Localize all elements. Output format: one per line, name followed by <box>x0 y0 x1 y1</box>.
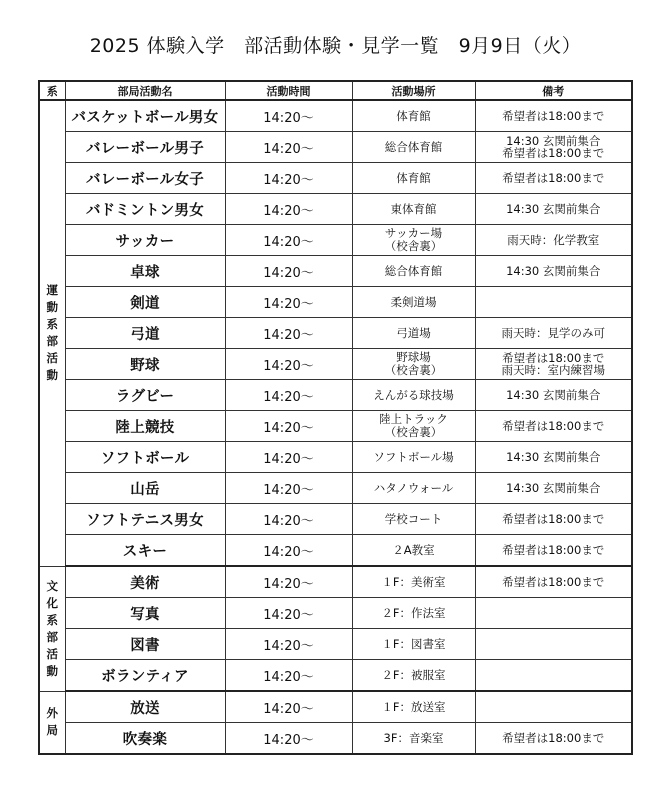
club-name: 写真 <box>65 598 225 629</box>
club-name: 野球 <box>65 349 225 380</box>
notes <box>475 598 632 629</box>
activity-place <box>352 535 475 567</box>
activity-place <box>352 100 475 132</box>
club-name: バレーボール男子 <box>65 132 225 163</box>
activity-time: 14:20～ <box>225 629 352 660</box>
activity-time: 14:20～ <box>225 723 352 755</box>
activity-place <box>352 660 475 692</box>
note-line: 希望者は18:00まで <box>502 543 605 557</box>
activity-place <box>352 132 475 163</box>
club-name: 放送 <box>65 691 225 723</box>
category-cell <box>39 691 65 754</box>
activity-time: 14:20～ <box>225 163 352 194</box>
table-row <box>39 349 632 380</box>
activity-place <box>352 473 475 504</box>
activity-place <box>352 163 475 194</box>
activity-place <box>352 380 475 411</box>
table-body <box>39 100 632 754</box>
notes <box>475 318 632 349</box>
club-schedule-table <box>38 80 633 755</box>
activity-time: 14:20～ <box>225 225 352 256</box>
activity-place <box>352 225 475 256</box>
notes <box>475 256 632 287</box>
note-line: 希望者は18:00まで <box>502 512 605 526</box>
activity-time: 14:20～ <box>225 349 352 380</box>
note-line: 希望者は18:00まで <box>502 171 605 185</box>
notes <box>475 723 632 755</box>
table-row <box>39 163 632 194</box>
notes <box>475 349 632 380</box>
note-line: 希望者は18:00まで <box>502 575 605 589</box>
place-line: ２A教室 <box>392 542 435 557</box>
category-label: 文化系部活動 <box>46 578 58 678</box>
note-line: 14:30 玄関前集合 <box>506 264 601 278</box>
club-name: 剣道 <box>65 287 225 318</box>
place-line: 総合体育館 <box>384 139 443 154</box>
note-line: 雨天時：室内練習場 <box>501 363 605 377</box>
place-line: （校舎裏） <box>384 425 443 439</box>
activity-place <box>352 691 475 723</box>
table-row <box>39 287 632 318</box>
table-row <box>39 411 632 442</box>
club-name: ソフトボール <box>65 442 225 473</box>
activity-place <box>352 256 475 287</box>
place-line: 野球場 <box>396 350 431 364</box>
table-row <box>39 504 632 535</box>
table-header-row <box>39 81 632 100</box>
notes <box>475 132 632 163</box>
header-category: 系 <box>39 81 65 100</box>
club-name: バスケットボール男女 <box>65 100 225 132</box>
activity-time: 14:20～ <box>225 287 352 318</box>
place-line: サッカー場 <box>384 226 443 240</box>
place-line: 柔剣道場 <box>390 294 437 309</box>
category-label: 外局 <box>46 706 58 738</box>
notes <box>475 473 632 504</box>
note-line: 希望者は18:00まで <box>502 146 605 160</box>
activity-place <box>352 287 475 318</box>
place-line: ２F：被服室 <box>381 667 446 682</box>
place-line: １F：放送室 <box>381 699 446 714</box>
table-row <box>39 566 632 598</box>
table-row <box>39 691 632 723</box>
table-row <box>39 318 632 349</box>
place-line: ソフトボール場 <box>373 449 454 464</box>
header-time: 活動時間 <box>225 81 352 100</box>
header-club: 部局活動名 <box>65 81 225 100</box>
place-line: ２F：作法室 <box>381 605 446 620</box>
club-name: サッカー <box>65 225 225 256</box>
note-line: 希望者は18:00まで <box>502 419 605 433</box>
note-line: 希望者は18:00まで <box>502 731 605 745</box>
table-row <box>39 535 632 567</box>
notes <box>475 380 632 411</box>
club-name: ボランティア <box>65 660 225 692</box>
club-name: 山岳 <box>65 473 225 504</box>
activity-time: 14:20～ <box>225 100 352 132</box>
note-line: 希望者は18:00まで <box>502 109 605 123</box>
activity-time: 14:20～ <box>225 691 352 723</box>
notes <box>475 442 632 473</box>
activity-time: 14:20～ <box>225 504 352 535</box>
activity-time: 14:20～ <box>225 194 352 225</box>
notes <box>475 225 632 256</box>
note-line: 希望者は18:00まで <box>502 351 605 365</box>
club-name: 図書 <box>65 629 225 660</box>
activity-time: 14:20～ <box>225 380 352 411</box>
club-name: バドミントン男女 <box>65 194 225 225</box>
club-name: スキー <box>65 535 225 567</box>
activity-time: 14:20～ <box>225 256 352 287</box>
notes <box>475 411 632 442</box>
table-row <box>39 598 632 629</box>
table-row <box>39 225 632 256</box>
table-row <box>39 660 632 692</box>
activity-place <box>352 349 475 380</box>
table-row <box>39 100 632 132</box>
notes <box>475 194 632 225</box>
activity-place <box>352 723 475 755</box>
activity-time: 14:20～ <box>225 473 352 504</box>
note-line: 雨天時：見学のみ可 <box>501 326 605 340</box>
table-row <box>39 132 632 163</box>
club-name: バレーボール女子 <box>65 163 225 194</box>
notes <box>475 163 632 194</box>
notes <box>475 287 632 318</box>
table-row <box>39 473 632 504</box>
activity-time: 14:20～ <box>225 566 352 598</box>
header-notes: 備考 <box>475 81 632 100</box>
notes <box>475 691 632 723</box>
activity-time: 14:20～ <box>225 660 352 692</box>
club-name: 陸上競技 <box>65 411 225 442</box>
note-line: 14:30 玄関前集合 <box>506 202 601 216</box>
table-row <box>39 194 632 225</box>
note-line: 雨天時：化学教室 <box>507 233 600 247</box>
place-line: 3F：音楽室 <box>383 730 444 745</box>
activity-place <box>352 504 475 535</box>
activity-time: 14:20～ <box>225 598 352 629</box>
place-line: （校舎裏） <box>384 363 443 377</box>
note-line: 14:30 玄関前集合 <box>506 388 601 402</box>
activity-place <box>352 598 475 629</box>
activity-place <box>352 194 475 225</box>
header-place: 活動場所 <box>352 81 475 100</box>
activity-place <box>352 411 475 442</box>
activity-time: 14:20～ <box>225 132 352 163</box>
notes <box>475 629 632 660</box>
table-row <box>39 442 632 473</box>
place-line: 弓道場 <box>396 325 431 340</box>
table-row <box>39 723 632 755</box>
activity-place <box>352 318 475 349</box>
place-line: 東体育館 <box>390 201 437 216</box>
activity-place <box>352 629 475 660</box>
activity-time: 14:20～ <box>225 442 352 473</box>
club-name: 美術 <box>65 566 225 598</box>
note-line: 14:30 玄関前集合 <box>506 481 601 495</box>
table-row <box>39 629 632 660</box>
place-line: 陸上トラック <box>379 412 448 426</box>
place-line: （校舎裏） <box>384 239 443 253</box>
note-line: 14:30 玄関前集合 <box>506 450 601 464</box>
note-line: 14:30 玄関前集合 <box>506 134 601 148</box>
club-name: ソフトテニス男女 <box>65 504 225 535</box>
place-line: 総合体育館 <box>384 263 443 278</box>
activity-time: 14:20～ <box>225 535 352 567</box>
activity-place <box>352 442 475 473</box>
notes <box>475 504 632 535</box>
club-name: ラグビー <box>65 380 225 411</box>
club-name: 弓道 <box>65 318 225 349</box>
table-row <box>39 256 632 287</box>
club-name: 吹奏楽 <box>65 723 225 755</box>
notes <box>475 660 632 692</box>
notes <box>475 100 632 132</box>
category-cell <box>39 566 65 691</box>
notes <box>475 535 632 567</box>
table-row <box>39 380 632 411</box>
place-line: ハタノウォール <box>373 480 454 495</box>
place-line: 体育館 <box>396 108 431 123</box>
category-label: 運動系部活動 <box>46 283 58 383</box>
place-line: えんがる球技場 <box>373 387 454 402</box>
category-cell <box>39 100 65 566</box>
place-line: 学校コート <box>384 511 443 526</box>
place-line: １F：図書室 <box>381 636 446 651</box>
activity-time: 14:20～ <box>225 411 352 442</box>
activity-time: 14:20～ <box>225 318 352 349</box>
place-line: １F：美術室 <box>381 574 446 589</box>
page-title: 2025 体験入学 部活動体験・見学一覧 9月9日（火） <box>89 34 582 57</box>
activity-place <box>352 566 475 598</box>
club-name: 卓球 <box>65 256 225 287</box>
notes <box>475 566 632 598</box>
place-line: 体育館 <box>396 170 431 185</box>
